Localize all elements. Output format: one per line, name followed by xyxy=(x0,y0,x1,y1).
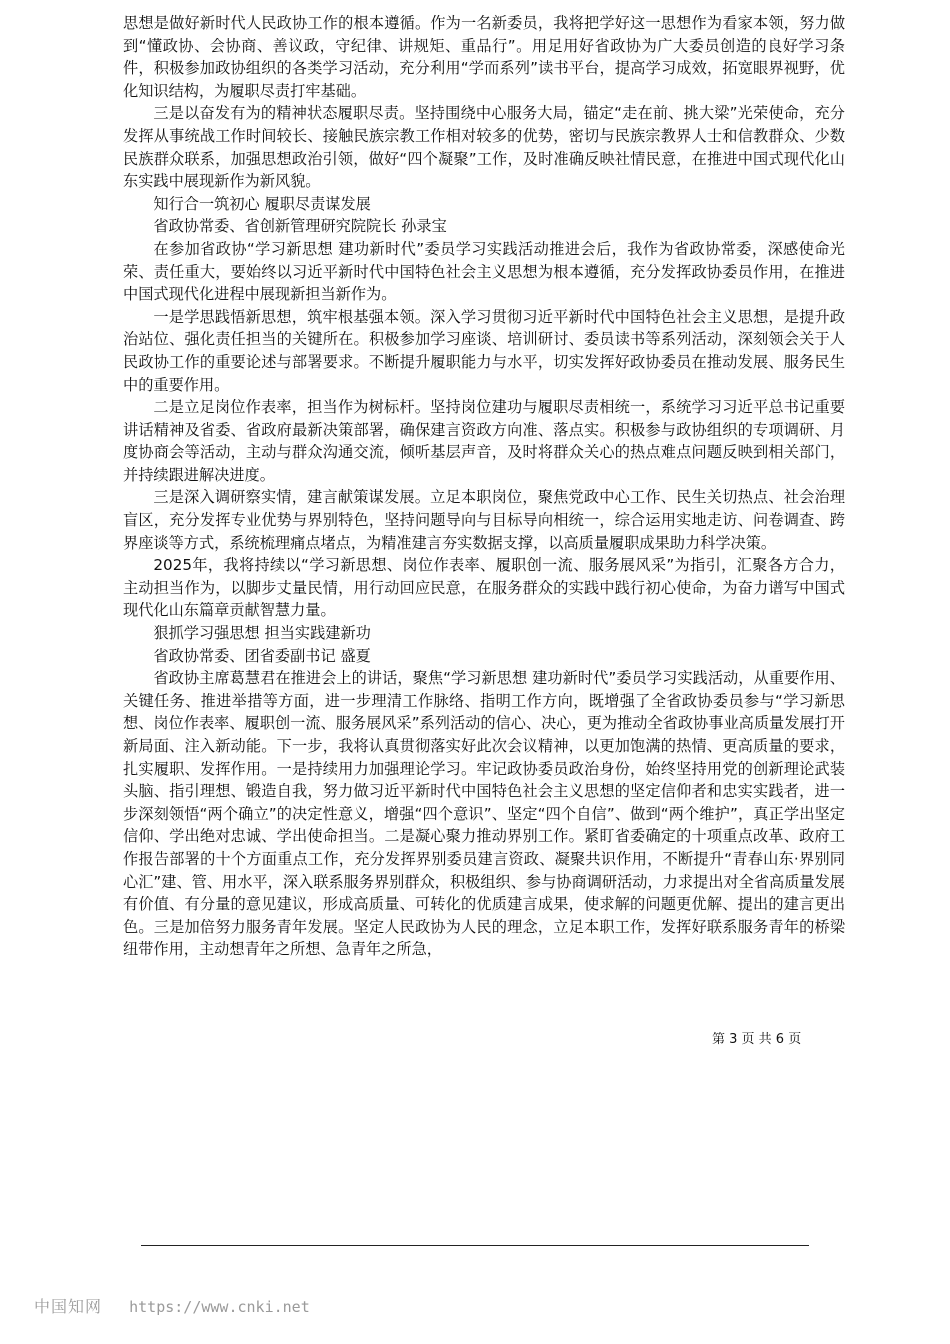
watermark xyxy=(34,1294,310,1317)
paragraph: 2025年，我将持续以“学习新思想、岗位作表率、履职创一流、服务展风采”为指引，汇聚各方合力，主动担当作为，以脚步丈量民情，用行动回应民意，在服务群众的实践中践行初心使命，为奋力谱写中国式现代化山东篇章贡献智慧力量。 xyxy=(123,556,845,620)
watermark-url: https://www.cnki.net xyxy=(129,1298,310,1316)
paragraph: 省政协主席葛慧君在推进会上的讲话，聚焦“学习新思想 建功新时代”委员学习实践活动，从重要作用、关键任务、推进举措等方面，进一步理清工作脉络、指明工作方向，既增强了全省政协委员参与“学习新思想、岗位作表率、履职创一流、服务展风采”系列活动的信心、决心，更为推动全省政协事业高质量发展打开新局面、注入新动能。下一步，我将认真贯彻落实好此次会议精神，以更加饱满的热情、更高质量的要求，扎实履职、发挥作用。一是持续用力加强理论学习。牢记政协委员政治身份，始终坚持用党的创新理论武装头脑、指引理想、锻造自我，努力做习近平新时代中国特色社会主义思想的坚定信仰者和忠实实践者，进一步深刻领悟“两个确立”的决定性意义，增强“四个意识”、坚定“四个自信”、做到“两个维护”，真正学出坚定信仰、学出绝对忠诚、学出使命担当。二是凝心聚力推动界别工作。紧盯省委确定的十项重点改革、政府工作报告部署的十个方面重点工作，充分发挥界别委员建言资政、凝聚共识作用，不断提升“青春山东·界别同心汇”建、管、用水平，深入联系服务界别群众，积极组织、参与协商调研活动，力求提出对全省高质量发展有价值、有分量的意见建议，形成高质量、可转化的优质建言成果，使求解的问题更优解、提出的建言更出色。三是加倍努力服务青年发展。坚定人民政协为人民的理念，立足本职工作，发挥好联系服务青年的桥梁纽带作用，主动想青年之所想、急青年之所急， xyxy=(123,669,845,959)
paragraph: 思想是做好新时代人民政协工作的根本遵循。作为一名新委员，我将把学好这一思想作为看家本领，努力做到“懂政协、会协商、善议政，守纪律、讲规矩、重品行”。用足用好省政协为广大委员创造的良好学习条件，积极参加政协组织的各类学习活动，充分利用“学而系列”读书平台，提高学习成效，拓宽眼界视野，优化知识结构，为履职尽责打牢基础。 xyxy=(123,14,845,100)
section-title: 知行合一筑初心 履职尽责谋发展 xyxy=(153,194,371,213)
document-body xyxy=(123,12,845,961)
paragraph: 在参加省政协“学习新思想 建功新时代”委员学习实践活动推进会后，我作为省政协常委，深感使命光荣、责任重大，要始终以习近平新时代中国特色社会主义思想为根本遵循，充分发挥政协委员作用，在推进中国式现代化进程中展现新担当新作为。 xyxy=(123,239,845,304)
author-line: 省政协常委、团省委副书记 盛夏 xyxy=(153,646,371,665)
paragraph: 一是学思践悟新思想，筑牢根基强本领。深入学习贯彻习近平新时代中国特色社会主义思想，是提升政治站位、强化责任担当的关键所在。积极参加学习座谈、培训研讨、委员读书等系列活动，深刻领会关于人民政协工作的重要论述与部署要求。不断提升履职能力与水平，切实发挥好政协委员在推动发展、服务民生中的重要作用。 xyxy=(123,307,845,394)
paragraph: 三是深入调研察实情，建言献策谋发展。立足本职岗位，聚焦党政中心工作、民生关切热点、社会治理盲区，充分发挥专业优势与界别特色，坚持问题导向与目标导向相统一，综合运用实地走访、问卷调查、跨界座谈等方式，系统梳理痛点堵点，为精准建言夯实数据支撑，以高质量履职成果助力科学决策。 xyxy=(123,488,845,552)
section-title: 狠抓学习强思想 担当实践建新功 xyxy=(153,624,371,643)
page-number: 第 3 页 共 6 页 xyxy=(712,1032,802,1047)
footer-divider xyxy=(141,1245,809,1246)
watermark-name: 中国知网 xyxy=(34,1297,103,1316)
paragraph: 三是以奋发有为的精神状态履职尽责。坚持围绕中心服务大局，锚定“走在前、挑大梁”光荣使命，充分发挥从事统战工作时间较长、接触民族宗教工作相对较多的优势，密切与民族宗教界人士和信教群众、少数民族群众联系，加强思想政治引领，做好“四个凝聚”工作，及时准确反映社情民意，在推进中国式现代化山东实践中展现新作为新风貌。 xyxy=(123,104,845,191)
author-line: 省政协常委、省创新管理研究院院长 孙录宝 xyxy=(153,217,447,236)
paragraph: 二是立足岗位作表率，担当作为树标杆。坚持岗位建功与履职尽责相统一，系统学习习近平总书记重要讲话精神及省委、省政府最新决策部署，确保建言资政方向准、落点实。积极参与政协组织的专项调研、月度协商会等活动，主动与群众沟通交流，倾听基层声音，及时将群众关心的热点难点问题反映到相关部门，并持续跟进解决进度。 xyxy=(123,398,845,484)
